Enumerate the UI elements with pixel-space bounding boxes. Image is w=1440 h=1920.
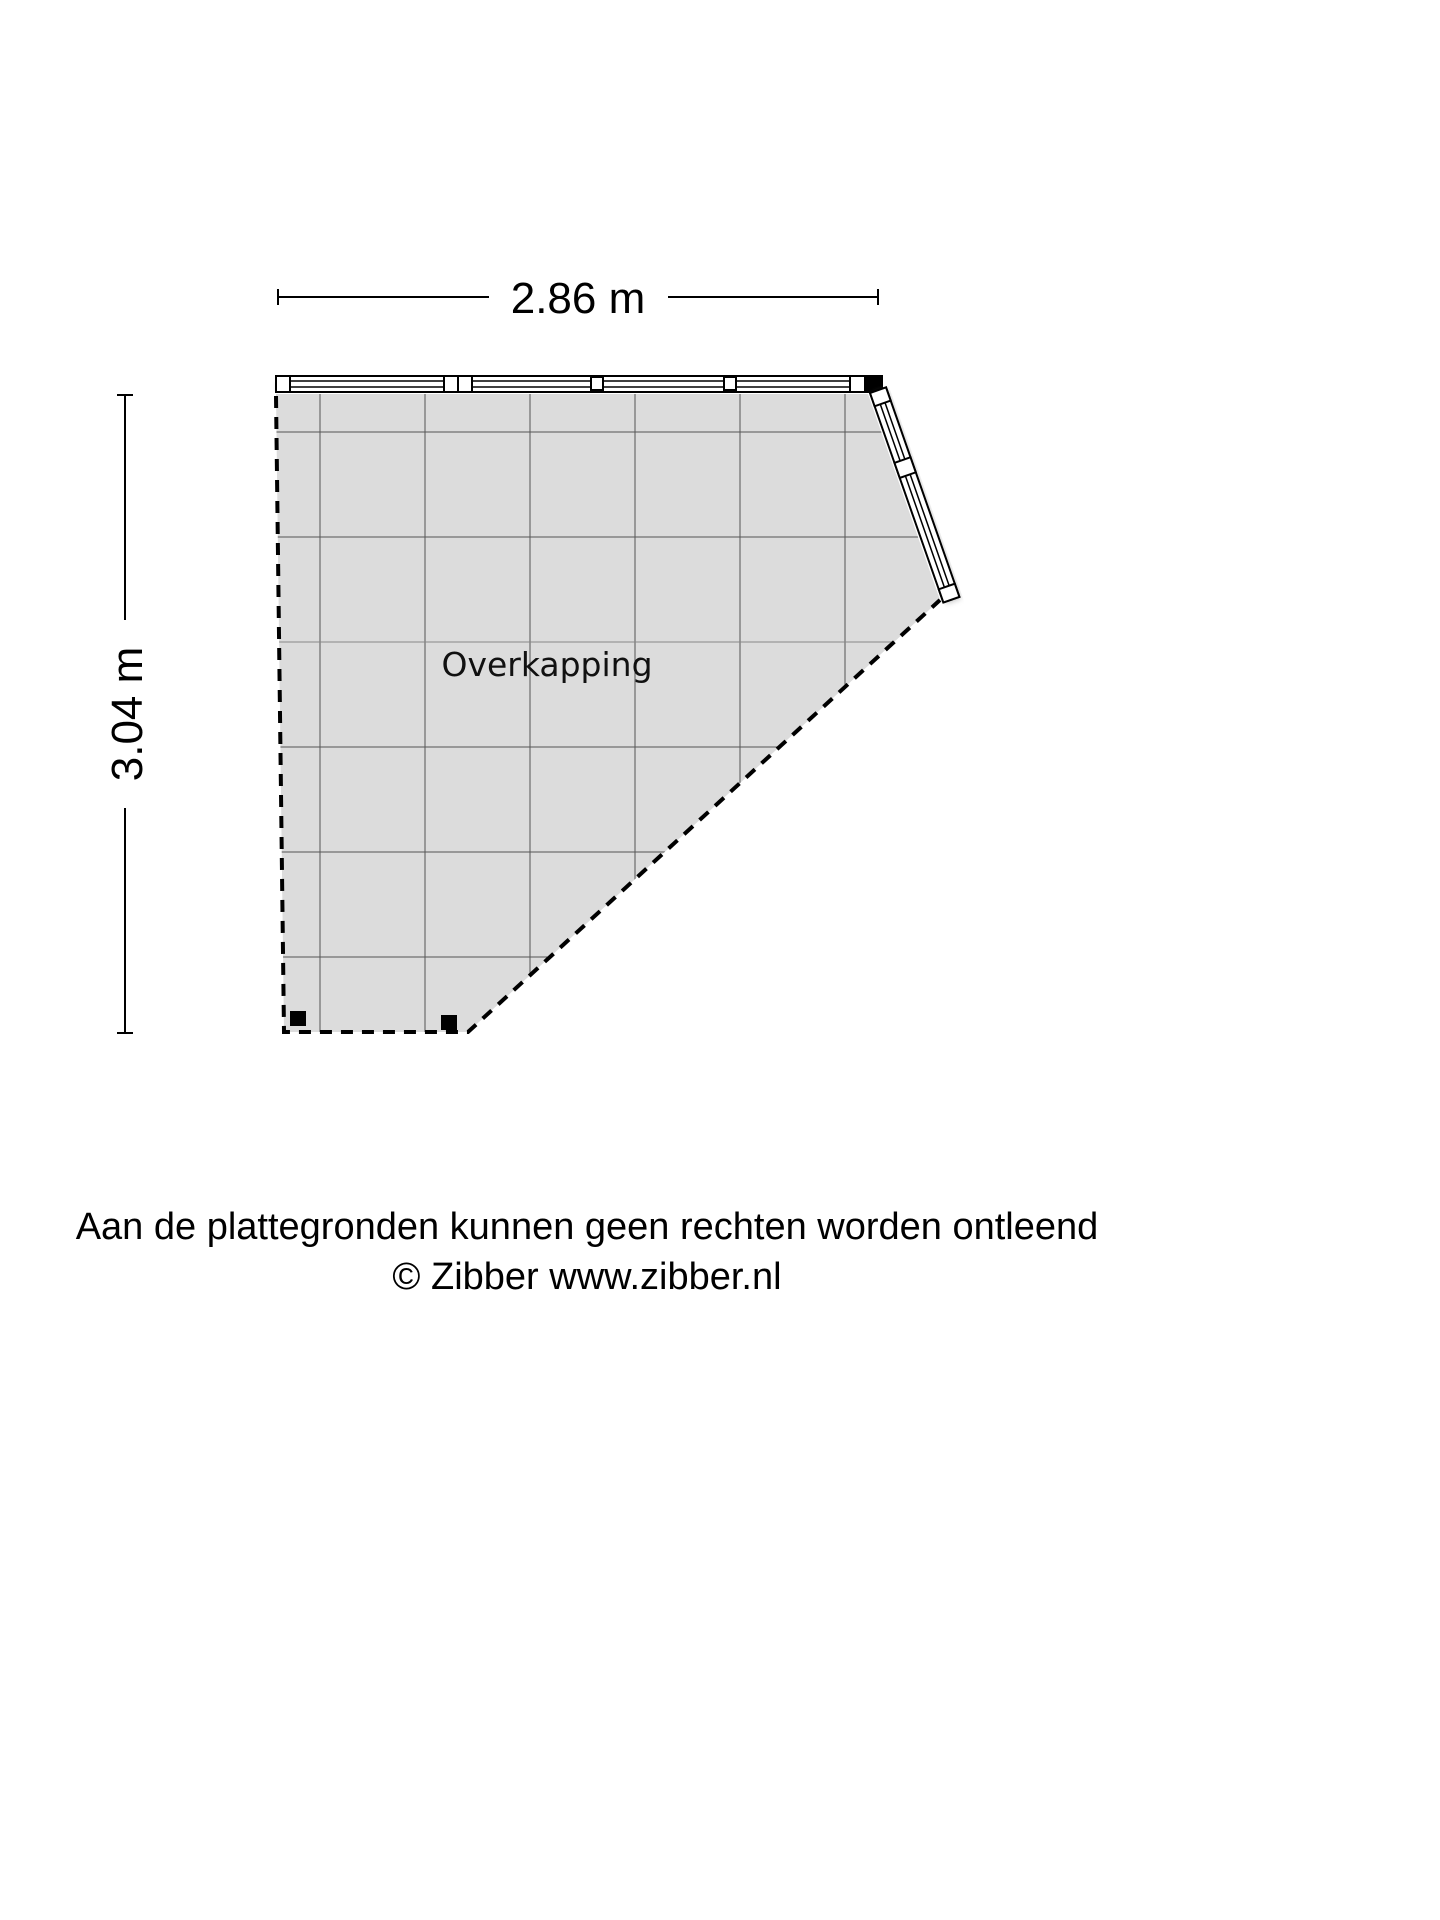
room-floor <box>276 394 940 1032</box>
depth-dimension <box>103 395 152 1033</box>
room-overkapping <box>270 380 950 1040</box>
copyright-text: © Zibber www.zibber.nl <box>392 1256 782 1298</box>
depth-dimension-label: 3.04 m <box>103 646 152 782</box>
support-post <box>290 1011 306 1026</box>
width-dimension-label: 2.86 m <box>510 274 646 323</box>
width-dimension <box>278 274 878 323</box>
room-label: Overkapping <box>441 645 653 684</box>
top-wall <box>276 375 883 393</box>
support-post <box>441 1015 457 1030</box>
disclaimer-text: Aan de plattegronden kunnen geen rechten worden ontleend <box>75 1206 1099 1248</box>
